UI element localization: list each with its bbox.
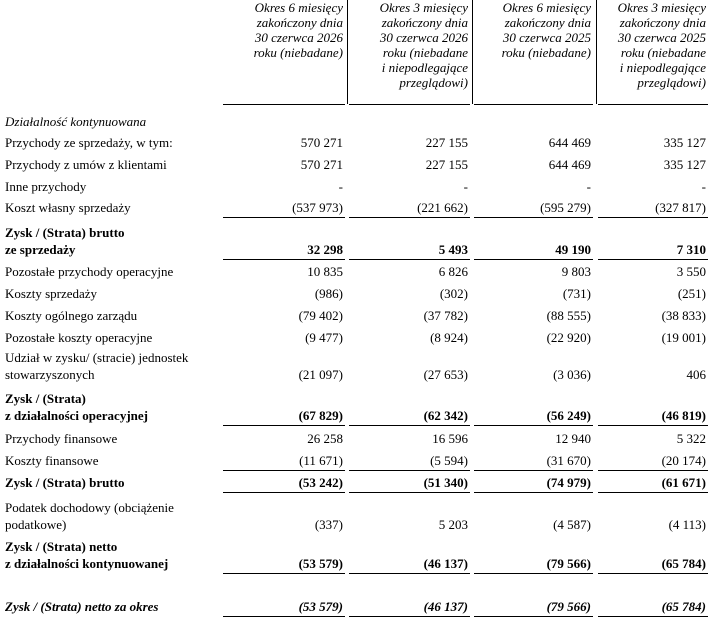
table-cell: 335 127: [663, 135, 706, 150]
row-label-line: Udział w zysku/ (stracie) jednostek: [5, 350, 189, 365]
row-label: [5, 224, 220, 258]
table-cell: (221 662): [417, 200, 468, 215]
column-header: [225, 0, 343, 104]
table-cell: (79 402): [298, 308, 343, 323]
column-header-line: 30 czerwca 2026: [379, 30, 468, 45]
table-cell: (46 137): [423, 556, 468, 571]
cell-rule: [474, 425, 593, 426]
row-label-line: Zysk / (Strata) brutto: [5, 475, 125, 490]
cell-rule: [223, 259, 345, 260]
cell-rule: [223, 616, 345, 617]
table-cell: (79 566): [546, 556, 591, 571]
table-cell: 49 190: [555, 242, 591, 257]
table-cell: (537 973): [292, 200, 343, 215]
header-rule: [474, 104, 593, 105]
cell-rule: [349, 259, 470, 260]
column-header: [351, 0, 468, 104]
table-cell: (53 579): [298, 599, 343, 614]
cell-rule: [349, 470, 470, 471]
table-cell: (3 036): [553, 367, 591, 382]
cell-rule: [598, 616, 708, 617]
column-header-line: Okres 3 miesięcy: [379, 0, 468, 15]
table-cell: 26 258: [307, 431, 343, 446]
table-cell: (21 097): [298, 367, 343, 382]
column-header: [476, 0, 591, 104]
column-header: [600, 0, 706, 104]
column-header-line: zakończony dnia: [256, 15, 343, 30]
table-cell: (595 279): [540, 200, 591, 215]
row-label: [5, 430, 220, 447]
row-label: [5, 474, 220, 491]
header-rule: [349, 104, 470, 105]
table-cell: (4 587): [553, 517, 591, 532]
column-header-line: zakończony dnia: [504, 15, 591, 30]
table-cell: (65 784): [661, 556, 706, 571]
row-label: [5, 263, 220, 280]
table-cell: (5 594): [430, 453, 468, 468]
table-cell: 406: [686, 367, 706, 382]
table-cell: 10 835: [307, 264, 343, 279]
column-header-line: i niepodlegające: [381, 60, 468, 75]
row-label-line: Pozostałe koszty operacyjne: [5, 330, 153, 345]
table-cell: 9 803: [561, 264, 591, 279]
column-header-line: i niepodlegające: [619, 60, 706, 75]
table-cell: (8 924): [430, 330, 468, 345]
table-cell: (19 001): [661, 330, 706, 345]
column-header-line: 30 czerwca 2025: [617, 30, 706, 45]
table-cell: (62 342): [423, 408, 468, 423]
column-header-line: przeglądowi): [637, 75, 706, 90]
column-header-line: 30 czerwca 2026: [254, 30, 343, 45]
cell-rule: [598, 470, 708, 471]
row-label-line: Zysk / (Strata) netto za okres: [5, 599, 159, 614]
cell-rule: [474, 470, 593, 471]
row-label-line: stowarzyszonych: [5, 367, 95, 382]
table-cell: 5 322: [676, 431, 706, 446]
table-cell: -: [586, 179, 591, 194]
table-cell: 227 155: [425, 157, 468, 172]
table-cell: 644 469: [548, 135, 591, 150]
table-cell: (53 579): [298, 556, 343, 571]
row-label-line: z działalności kontynuowanej: [5, 556, 169, 571]
cell-rule: [223, 573, 345, 574]
table-cell: 32 298: [307, 242, 343, 257]
row-label: [5, 285, 220, 302]
table-cell: (337): [314, 517, 343, 532]
table-cell: (67 829): [298, 408, 343, 423]
cell-rule: [474, 573, 593, 574]
table-cell: 570 271: [300, 135, 343, 150]
row-label-line: Koszty finansowe: [5, 453, 99, 468]
table-cell: 5 203: [438, 517, 468, 532]
table-cell: -: [463, 179, 468, 194]
table-cell: (251): [677, 286, 706, 301]
table-cell: 7 310: [676, 242, 706, 257]
table-cell: 6 826: [438, 264, 468, 279]
row-label-line: Pozostałe przychody operacyjne: [5, 264, 174, 279]
row-label-line: Przychody finansowe: [5, 431, 118, 446]
column-header-line: przeglądowi): [399, 75, 468, 90]
row-label: [5, 156, 220, 173]
cell-rule: [223, 425, 345, 426]
table-cell: (65 784): [661, 599, 706, 614]
cell-rule: [474, 616, 593, 617]
cell-rule: [598, 573, 708, 574]
table-cell: (4 113): [668, 517, 706, 532]
table-cell: -: [701, 179, 706, 194]
header-rule: [223, 104, 345, 105]
column-header-line: Okres 6 miesięcy: [254, 0, 343, 15]
table-cell: 16 596: [432, 431, 468, 446]
row-label-line: Działalność kontynuowana: [5, 114, 147, 129]
table-cell: (51 340): [423, 475, 468, 490]
header-divider: [347, 0, 348, 104]
table-cell: (11 671): [299, 453, 343, 468]
header-divider: [472, 0, 473, 104]
cell-rule: [349, 492, 470, 493]
row-label-line: Zysk / (Strata): [5, 391, 86, 406]
row-label: [5, 538, 220, 572]
cell-rule: [474, 492, 593, 493]
cell-rule: [474, 259, 593, 260]
cell-rule: [598, 259, 708, 260]
header-rule: [598, 104, 708, 105]
header-divider: [596, 0, 597, 104]
table-cell: (986): [314, 286, 343, 301]
cell-rule: [223, 492, 345, 493]
row-label: [5, 199, 220, 216]
table-cell: 570 271: [300, 157, 343, 172]
row-label-line: Koszt własny sprzedaży: [5, 200, 131, 215]
row-label-line: podatkowe): [5, 517, 67, 532]
table-cell: (22 920): [546, 330, 591, 345]
row-label: [5, 452, 220, 469]
table-cell: (302): [439, 286, 468, 301]
cell-rule: [598, 492, 708, 493]
table-cell: 227 155: [425, 135, 468, 150]
row-label-line: Podatek dochodowy (obciążenie: [5, 500, 174, 515]
row-label: [5, 390, 220, 424]
row-label: [5, 499, 220, 533]
table-cell: (27 653): [423, 367, 468, 382]
row-label: [5, 349, 220, 383]
table-cell: 644 469: [548, 157, 591, 172]
cell-rule: [349, 616, 470, 617]
row-label: [5, 113, 220, 130]
row-label-line: ze sprzedaży: [5, 242, 76, 257]
table-cell: (46 819): [661, 408, 706, 423]
table-cell: (37 782): [423, 308, 468, 323]
row-label-line: Przychody ze sprzedaży, w tym:: [5, 135, 173, 150]
row-label: [5, 307, 220, 324]
table-cell: (46 137): [423, 599, 468, 614]
cell-rule: [223, 217, 345, 218]
row-label-line: Inne przychody: [5, 179, 87, 194]
table-cell: (31 670): [546, 453, 591, 468]
row-label-line: Zysk / (Strata) netto: [5, 539, 118, 554]
column-header-line: 30 czerwca 2025: [502, 30, 591, 45]
cell-rule: [349, 425, 470, 426]
table-cell: (74 979): [546, 475, 591, 490]
column-header-line: zakończony dnia: [619, 15, 706, 30]
cell-rule: [223, 470, 345, 471]
table-cell: (53 242): [298, 475, 343, 490]
cell-rule: [474, 217, 593, 218]
table-cell: (327 817): [655, 200, 706, 215]
cell-rule: [598, 217, 708, 218]
table-cell: (731): [562, 286, 591, 301]
row-label-line: Przychody z umów z klientami: [5, 157, 167, 172]
column-header-line: zakończony dnia: [381, 15, 468, 30]
row-label: [5, 598, 220, 615]
table-cell: (88 555): [546, 308, 591, 323]
cell-rule: [349, 217, 470, 218]
cell-rule: [349, 573, 470, 574]
table-cell: (56 249): [546, 408, 591, 423]
row-label: [5, 178, 220, 195]
column-header-line: roku (niebadane): [253, 45, 343, 60]
row-label-line: Koszty sprzedaży: [5, 286, 98, 301]
column-header-line: Okres 3 miesięcy: [617, 0, 706, 15]
column-header-line: roku (niebadane: [620, 45, 706, 60]
row-label: [5, 134, 220, 151]
table-cell: (61 671): [661, 475, 706, 490]
column-header-line: roku (niebadane: [382, 45, 468, 60]
table-cell: (38 833): [661, 308, 706, 323]
row-label: [5, 329, 220, 346]
table-cell: (20 174): [661, 453, 706, 468]
row-label-line: z działalności operacyjnej: [5, 408, 148, 423]
cell-rule: [598, 425, 708, 426]
row-label-line: Zysk / (Strata) brutto: [5, 225, 125, 240]
table-cell: (79 566): [546, 599, 591, 614]
table-cell: (9 477): [305, 330, 343, 345]
table-cell: 12 940: [555, 431, 591, 446]
table-cell: 335 127: [663, 157, 706, 172]
row-label-line: Koszty ogólnego zarządu: [5, 308, 138, 323]
table-cell: 3 550: [676, 264, 706, 279]
column-header-line: Okres 6 miesięcy: [502, 0, 591, 15]
column-header-line: roku (niebadane): [501, 45, 591, 60]
table-cell: 5 493: [438, 242, 468, 257]
table-cell: -: [338, 179, 343, 194]
